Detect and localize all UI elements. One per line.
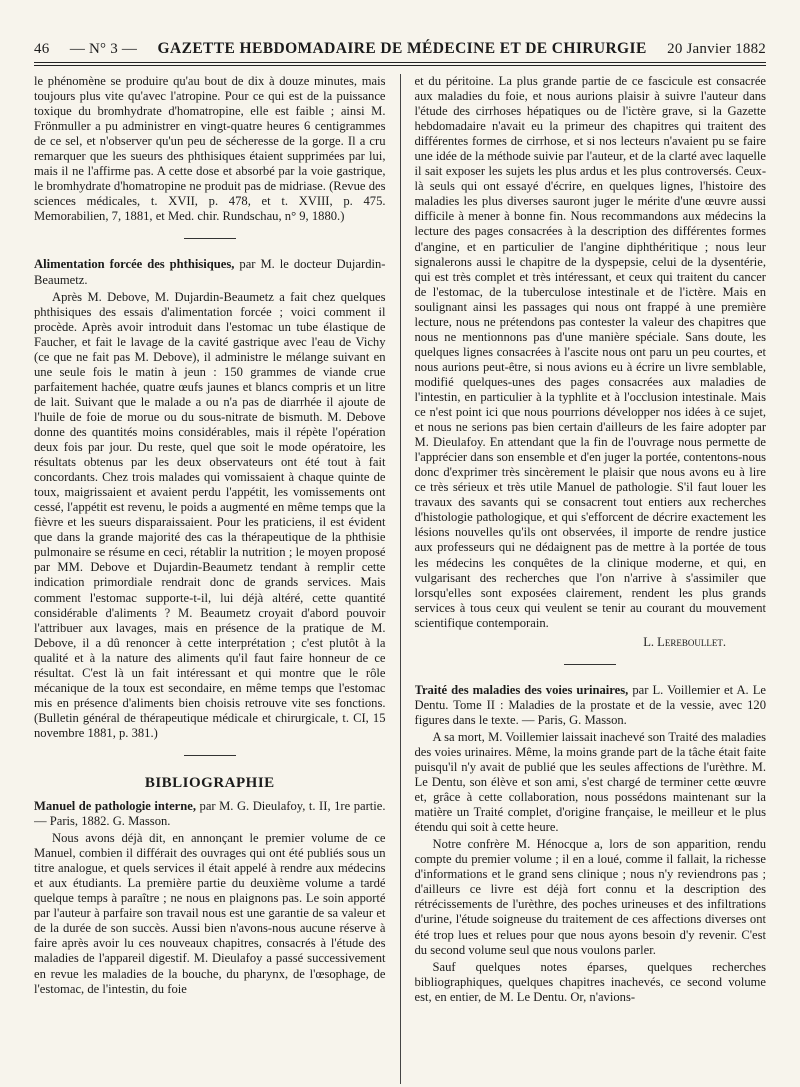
page-header bbox=[34, 40, 766, 58]
article-body-paragraph: A sa mort, M. Voillemier laissait inachevé son Traité des maladies des voies urinaires. Même, la moins grande part de la tâche était faite puisqu'il n'y avait de publié que les seules affections de l'urèthre. M. Le Dentu, son élève et son ami, s'est chargé de terminer cette œuvre et, grâce à cette collaboration, nous possédons maintenant sur la matière un Traité complet, d'origine française, le meilleur et le plus étendu qui soit à cette heure. bbox=[414, 729, 766, 835]
author-signature: L. Lereboullet. bbox=[643, 634, 727, 649]
journal-title: GAZETTE HEBDOMADAIRE DE MÉDECINE ET DE CHIRURGIE bbox=[157, 40, 647, 57]
section-heading: BIBLIOGRAPHIE bbox=[144, 774, 275, 791]
left-column bbox=[34, 74, 386, 1084]
article-title: Manuel de pathologie interne, bbox=[34, 799, 196, 814]
continuation-paragraph: et du péritoine. La plus grande partie de ce fascicule est consacrée aux maladies du foie, et nous aurions plaisir à suivre l'auteur dans l'étude des cirrhoses hépatiques ou de l'ictère grave, si la Gazette hebdomadaire n'avait eu la primeur des chapitres qui traitent des différentes formes de cirrhose, et si nos lecteurs n'avaient pu se faire une idée de la méthode suivie par l'auteur, et de la clarté avec laquelle il sait exposer les sujets les plus ardus et les plus controversés. Ceux-là seuls qui ont essayé d'écrire, en quelques lignes, l'histoire des maladies les plus diverses sauront juger le mérite d'une œuvre aussi difficile à mener à bonne fin. Nous recommandons aux médecins la lecture des pages consacrées à la description des différentes formes d'angine, et en particulier de l'angine diphthéritique ; nous leur signalerons aussi le chapitre de la dyspepsie, celui de la dysentérie, qui est très complet et très intéressant, et ceux qui traitent du cancer de l'estomac, de la tuberculose intestinale et de l'ictère. Mais en soulignant ainsi les passages qui nous ont frappé à une première lecture, nous ne prétendons pas contester la valeur des chapitres que nous ne mentionnons pas d'une manière spéciale. Sans doute, les quelques lignes consacrées à l'ascite nous ont paru un peu courtes, et nous aurions peut-être, si nous avions eu à écrire un livre semblable, modifié quelques-unes des pages consacrées aux maladies de l'intestin, en particulier à la typhlite et à l'occlusion intestinale. Mais ce n'est point ici que nous pourrions développer nos idées à ce sujet, et nous ne serions pas bien certain d'ailleurs de les faire adopter par M. Dieulafoy. En attendant que la fin de l'ouvrage nous permette de l'apprécier dans son ensemble et d'en juger la portée, contentons-nous donc d'exprimer très sincèrement le plaisir que nous avons eu à lire ce très sérieux et très utile Manuel de pathologie. S'il faut louer les travaux des savants qui se consacrent tout entiers aux recherches d'histologie pathologique, et qui s'efforcent de décrire exactement les lésions nouvelles qu'ils ont observées, il importe de rendre justice aux professeurs qui ne dédaignent pas de mettre à la portée de tous les médecins les conquêtes de la clinique moderne, et qui, en vulgarisant des recherches que l'on n'arrive à s'assimiler que lorsqu'elles sont exposées clairement, rendent les plus grands services à tous ceux qui veulent se tenir au courant du mouvement scientifique contemporain. bbox=[414, 74, 766, 630]
column-divider bbox=[400, 74, 401, 1084]
intro-paragraph: le phénomène se produire qu'au bout de dix à douze minutes, mais toujours plus vite qu'avec l'atropine. Pour ce qui est de la puissance toxique du bromhydrate d'homatropine, elle est faible ; ainsi M. Frönmuller a pu administrer en vingt-quatre heures 6 centigrammes de ce sel, et n'observer qu'un peu de sécheresse de la gorge. Il a cru remarquer que les sueurs des phthisiques étaient supprimées par lui, mais il ne l'affirme pas. A cette dose et absorbé par la voie gastrique, le bromhydrate d'homatropine ne produit pas de midriase. (Revue des sciences médicales, t. XVII, p. 478, et t. XVIII, p. 475. Memorabilien, 7, 1881, et Med. chir. Rundschau, n° 9, 1880.) bbox=[34, 74, 386, 224]
separator-rule bbox=[564, 664, 616, 665]
issue-date: 20 Janvier 1882 bbox=[667, 41, 766, 57]
header-rule-secondary bbox=[34, 65, 766, 66]
article-body: Après M. Debove, M. Dujardin-Beaumetz a fait chez quelques phthisiques des essais d'alimentation forcée ; voici comment il procède. Après avoir introduit dans l'estomac un tube élastique de Faucher, et fait le lavage de la cavité gastrique avec l'eau de Vichy (ce que ne fait pas M. Debove), il administre le mélange suivant en une seule fois le matin à jeun : 150 grammes de viande crue parfaitement hachée, quatre œufs jaunes et blancs compris et un litre de lait. Suivant que le malade a ou n'a pas de diarrhée il ajoute de l'huile de foie de morue ou du sous-nitrate de bismuth. M. Debove donne des quantités moins considérables, mais il répète l'opération deux fois par jour. Du reste, quel que soit le mode opératoire, les résultats obtenus par les deux observateurs ont été tout à fait concordants. Chez trois malades qui vomissaient à chaque quinte de toux, maigrissaient et avaient perdu l'appétit, les vomissements ont cessé, l'appétit est revenu, le poids a augmenté en même temps que la fièvre et les sueurs disparaissaient. Pour les praticiens, il est évident que dans la grande majorité des cas la thérapeutique de la phthisie pulmonaire se résume en ceci, rétablir la nutrition ; le moyen proposé par MM. Debove et Dujardin-Beaumetz tendant à remplir cette indication primordiale rendrait donc de grands services. Mais comment l'estomac supporte-t-il, lui déjà altéré, cette quantité considérable d'aliments ? M. Beaumetz croyait d'abord pouvoir l'attribuer aux lavages, mais en présence de la pratique de M. Debove, il a dû renoncer à cette interprétation ; c'est plutôt à la qualité et à la nature des aliments qu'il faut faire honneur de ce résultat. C'est là un fait intéressant et qui montre que le rôle mécanique de la toux est secondaire, en même temps que l'estomac mis en présence d'aliments bien choisis retrouve vite ses fonctions. (Bulletin général de thérapeutique médicale et chirurgicale, t. CI, 15 novembre 1881, p. 381.) bbox=[34, 289, 386, 740]
article-body-paragraph: Notre confrère M. Hénocque a, lors de son apparition, rendu compte du premier volume ; il en a loué, comme il fallait, la richesse d'informations et le grand sens clinique ; nous n'y reviendrons pas ; d'ailleurs ce livre est déjà fort connu et la description des rétrécissements de l'urèthre, des poches urineuses et des infiltrations d'urine, l'étude soigneuse du traitement de ces affections diverses ont été trop lues et relues pour que nous ayons besoin d'y revenir. C'est du second volume seul que nous voulons parler. bbox=[414, 837, 766, 957]
columns bbox=[34, 74, 766, 1084]
page-number: 46 bbox=[34, 41, 50, 57]
separator-rule bbox=[184, 755, 236, 756]
article-byline: par L. Voillemier et A. Le Dentu. Tome II : Maladies de la prostate et de la vessie, avec 120 figures dans le texte. — Paris, G. Masson. bbox=[414, 682, 766, 727]
article-title: Alimentation forcée des phthisiques, bbox=[34, 257, 235, 272]
article-body-paragraph: Sauf quelques notes éparses, quelques recherches bibliographiques, quelques chapitres inachevés, ce second volume est, en entier, de M. Le Dentu. Or, n'avions- bbox=[414, 959, 766, 1004]
header-rule bbox=[34, 62, 766, 63]
article-heading bbox=[34, 799, 386, 829]
right-column bbox=[415, 74, 767, 1084]
article-heading bbox=[34, 257, 386, 287]
article-heading bbox=[415, 683, 767, 728]
article-title: Traité des maladies des voies urinaires, bbox=[414, 682, 629, 697]
issue-number: — N° 3 — bbox=[69, 41, 138, 57]
article-byline: par M. le docteur Dujardin-Beaumetz. bbox=[34, 257, 386, 287]
article-body: Nous avons déjà dit, en annonçant le premier volume de ce Manuel, combien il différait des ouvrages qui ont été publiés sous un titre analogue, et quels services il était appelé à rendre aux médecins et aux étudiants. La première partie du deuxième volume a tardé quelque temps à paraître ; ne nous en plaignons pas. Le soin apporté par l'auteur à parfaire son travail nous est une garantie de sa valeur et de la durée de son succès. Aussi bien n'avons-nous aucune réserve à faire après avoir lu ces nouveaux chapitres, consacrés à l'étude des maladies de l'appareil digestif. M. Dieulafoy a passé successivement en revue les maladies de la bouche, du pharynx, de l'œsophage, de l'estomac, de l'intestin, du foie bbox=[34, 831, 386, 996]
separator-rule bbox=[184, 238, 236, 239]
article-byline: par M. G. Dieulafoy, t. II, 1re partie. — Paris, 1882. G. Masson. bbox=[34, 799, 386, 829]
